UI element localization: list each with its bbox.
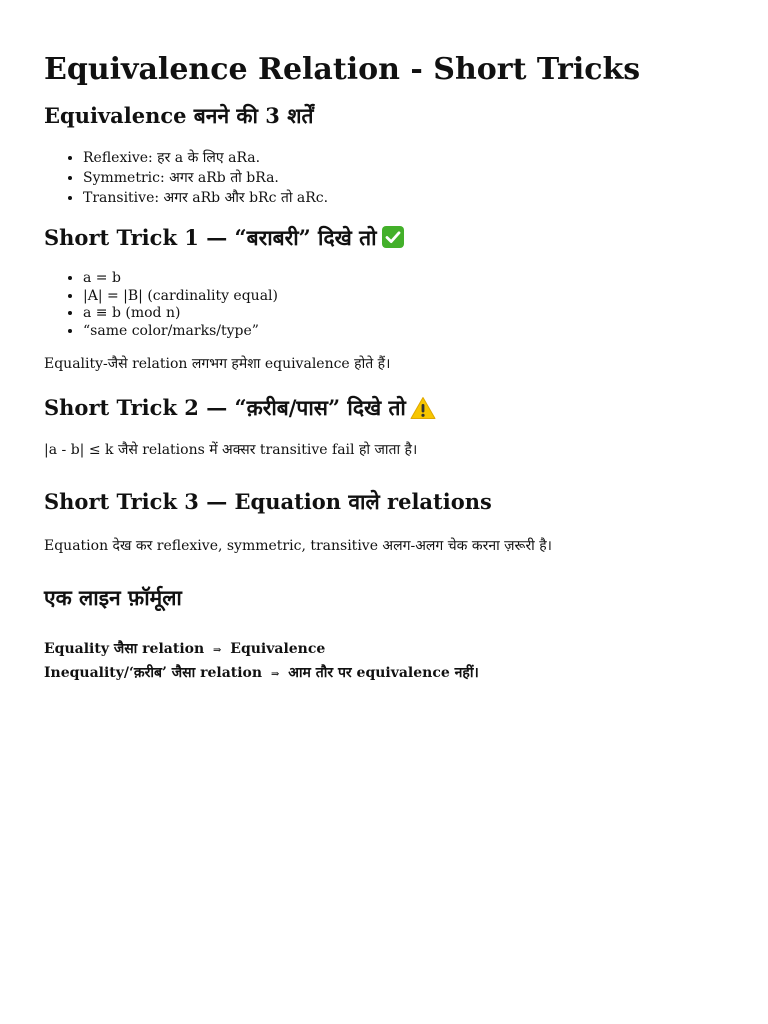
- list-item: • a ≡ b (mod n): [83, 305, 724, 323]
- formula-right: Equivalence: [230, 641, 326, 657]
- formula-line: [44, 638, 724, 662]
- formula-left: Equality जैसा relation: [44, 641, 205, 657]
- check-mark-icon-box: [382, 226, 404, 248]
- trick1-note: Equality-जैसे relation लगभग हमेशा equivalence होते हैं।: [44, 356, 391, 372]
- formula-block: [44, 638, 724, 686]
- trick1-heading: [44, 224, 724, 252]
- list-item: • Transitive: अगर aRb और bRc तो aRc.: [83, 188, 724, 208]
- formula-line: [44, 662, 724, 686]
- trick3-note: Equation देख कर reflexive, symmetric, transitive अलग-अलग चेक करना ज़रूरी है।: [44, 538, 552, 554]
- conditions-heading: Equivalence बनने की 3 शर्तें: [44, 103, 314, 128]
- warning-icon: [410, 396, 436, 420]
- implies-arrow: ⇒: [270, 669, 280, 680]
- list-item: • Symmetric: अगर aRb तो bRa.: [83, 168, 724, 188]
- page-title: Equivalence Relation - Short Tricks: [44, 52, 641, 87]
- list-item: • a = b: [83, 270, 724, 288]
- trick1-list: [44, 270, 724, 340]
- trick2-heading-text: Short Trick 2 — “क़रीब/पास” दिखे तो: [44, 395, 406, 420]
- warning-icon-bar: [421, 404, 424, 413]
- trick2-note: |a - b| ≤ k जैसे relations में अक्सर transitive fail हो जाता है।: [44, 442, 418, 458]
- list-item: • Reflexive: हर a के लिए aRa.: [83, 148, 724, 168]
- warning-icon-dot: [421, 414, 424, 417]
- formula-right: आम तौर पर equivalence नहीं।: [288, 665, 479, 681]
- formula-heading: एक लाइन फ़ॉर्मूला: [44, 585, 182, 610]
- trick1-heading-text: Short Trick 1 — “बराबरी” दिखे तो: [44, 225, 377, 250]
- trick2-heading: [44, 394, 724, 422]
- formula-left: Inequality/‘क़रीब’ जैसा relation: [44, 665, 263, 681]
- implies-arrow: ⇒: [213, 645, 222, 656]
- list-item: • |A| = |B| (cardinality equal): [83, 288, 724, 306]
- list-item: • “same color/marks/type”: [83, 323, 724, 341]
- check-mark-icon: [381, 225, 405, 249]
- trick3-heading: Short Trick 3 — Equation वाले relations: [44, 489, 492, 514]
- conditions-list: [44, 148, 724, 208]
